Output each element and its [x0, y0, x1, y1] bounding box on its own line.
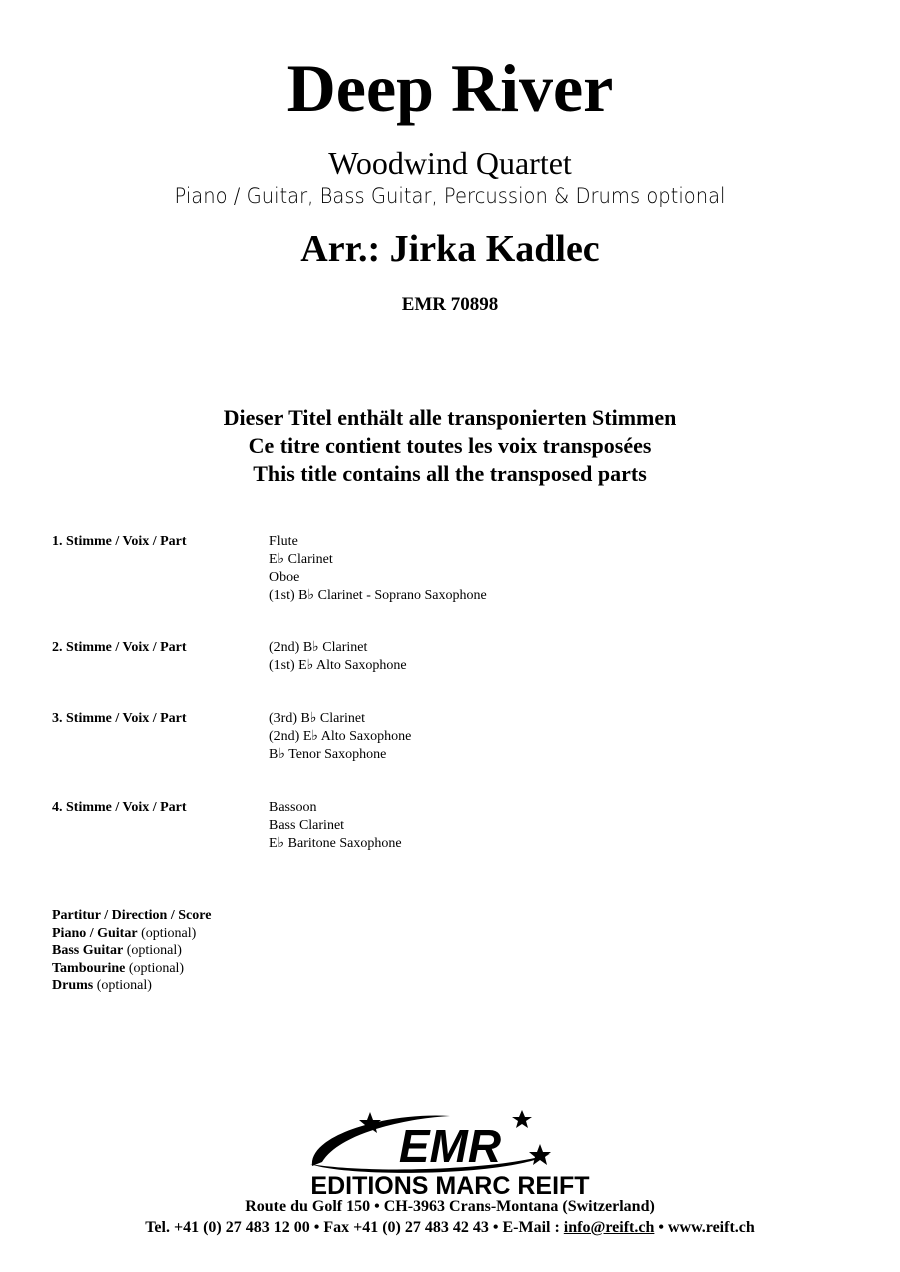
notice-german: Dieser Titel enthält alle transponierten Stimmen	[223, 405, 677, 430]
publisher-name: EDITIONS MARC REIFT	[310, 1172, 590, 1199]
extra-part-name: Tambourine	[52, 960, 126, 976]
instrument-list	[269, 710, 411, 764]
instrument-item: E♭ Clarinet	[269, 552, 333, 567]
instrument-list	[269, 799, 402, 853]
extra-part	[52, 960, 211, 978]
logo-text: EMR	[398, 1120, 502, 1172]
extra-part-name: Piano / Guitar	[52, 925, 138, 941]
instrument-item: (2nd) E♭ Alto Saxophone	[269, 729, 412, 744]
instrument-item: Flute	[269, 534, 298, 549]
website: • www.reift.ch	[654, 1219, 755, 1236]
part-label: 1. Stimme / Voix / Part	[52, 534, 187, 549]
extra-part	[52, 977, 211, 995]
ensemble-subtitle: Woodwind Quartet	[328, 145, 572, 181]
extra-part-note: (optional)	[128, 960, 185, 976]
arranger: Arr.: Jirka Kadlec	[300, 228, 600, 270]
extra-part-note: (optional)	[96, 978, 152, 993]
instrument-item: Oboe	[269, 570, 300, 585]
part-label: 4. Stimme / Voix / Part	[52, 800, 187, 815]
instrument-item: E♭ Baritone Saxophone	[269, 836, 402, 851]
extra-part-name: Bass Guitar	[52, 943, 124, 958]
instrument-item: Bassoon	[269, 800, 317, 815]
publisher-contact	[0, 1218, 900, 1238]
page-title: Deep River	[286, 50, 614, 126]
extra-part-name: Partitur / Direction / Score	[52, 908, 212, 923]
catalog-number: EMR 70898	[401, 294, 499, 315]
instrument-item: (2nd) B♭ Clarinet	[269, 640, 368, 655]
extra-part	[52, 907, 211, 925]
transposition-notice	[0, 404, 900, 488]
instrument-list	[269, 533, 487, 605]
instrument-item: (1st) E♭ Alto Saxophone	[269, 658, 407, 673]
extra-part-name: Drums	[52, 978, 94, 993]
instrument-item: (3rd) B♭ Clarinet	[269, 711, 366, 726]
extra-part-note: (optional)	[126, 943, 182, 958]
notice-english: This title contains all the transposed parts	[253, 461, 647, 486]
instrument-item: (1st) B♭ Clarinet - Soprano Saxophone	[269, 588, 487, 603]
part-label: 2. Stimme / Voix / Part	[52, 640, 187, 655]
extra-part	[52, 925, 211, 943]
instrument-item: Bass Clarinet	[269, 818, 345, 833]
email-link[interactable]: info@reift.ch	[563, 1219, 655, 1236]
instrument-list	[269, 639, 407, 675]
publisher-address: Route du Golf 150 • CH-3963 Crans-Montana (Switzerland)	[245, 1198, 655, 1215]
extra-part-note: (optional)	[141, 925, 197, 941]
instrument-item: B♭ Tenor Saxophone	[269, 747, 387, 762]
publisher-logo	[250, 1104, 650, 1199]
instrumentation-line: Piano / Guitar, Bass Guitar, Percussion & Drums optional	[174, 184, 726, 208]
extra-part	[52, 942, 211, 960]
contact-phone-fax: Tel. +41 (0) 27 483 12 00 • Fax +41 (0) 27 483 42 43 • E-Mail :	[145, 1219, 564, 1236]
notice-french: Ce titre contient toutes les voix transposées	[248, 433, 652, 458]
extra-parts-list	[52, 907, 211, 995]
star-icon	[512, 1110, 532, 1128]
star-icon	[529, 1144, 551, 1165]
part-label: 3. Stimme / Voix / Part	[52, 711, 187, 726]
